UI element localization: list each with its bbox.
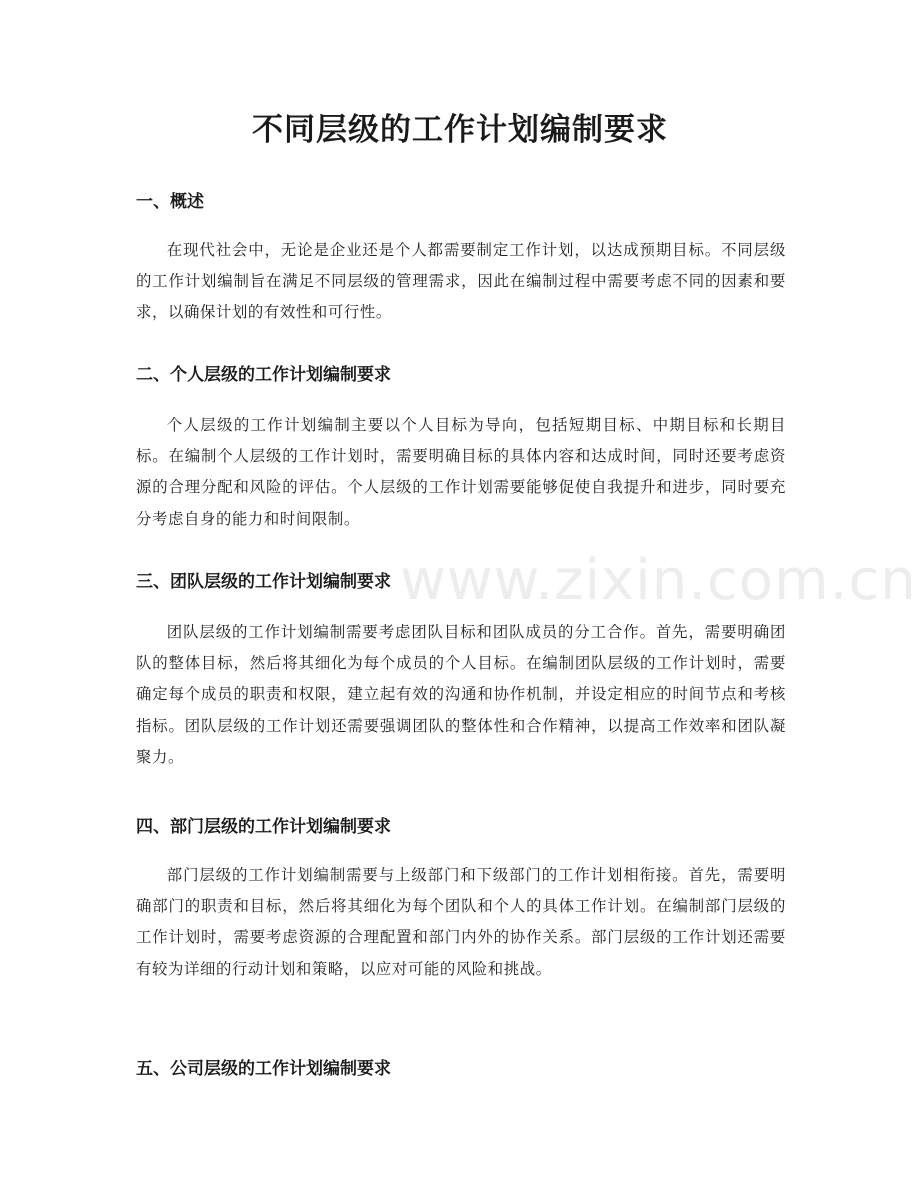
watermark: www.zixin.com.cn [400,548,917,613]
section-paragraph-individual: 个人层级的工作计划编制主要以个人目标为导向，包括短期目标、中期目标和长期目标。在编制个人层级的工作计划时，需要明确目标的具体内容和达成时间，同时还要考虑资源的合理分配和风险的评估。个人层级的工作计划需要能够促使自我提升和进步，同时要充分考虑自身的能力和时间限制。 [136,416,786,528]
section-heading-department: 四、部门层级的工作计划编制要求 [136,817,391,837]
section-heading-overview: 一、概述 [136,192,204,212]
section-heading-team: 三、团队层级的工作计划编制要求 [136,572,391,592]
section-heading-individual: 二、个人层级的工作计划编制要求 [136,365,391,385]
section-heading-company: 五、公司层级的工作计划编制要求 [136,1059,391,1079]
section-paragraph-department: 部门层级的工作计划编制需要与上级部门和下级部门的工作计划相衔接。首先，需要明确部门的职责和目标，然后将其细化为每个团队和个人的具体工作计划。在编制部门层级的工作计划时，需要考虑资源的合理配置和部门内外的协作关系。部门层级的工作计划还需要有较为详细的行动计划和策略，以应对可能的风险和挑战。 [136,866,786,978]
section-paragraph-overview: 在现代社会中，无论是企业还是个人都需要制定工作计划，以达成预期目标。不同层级的工作计划编制旨在满足不同层级的管理需求，因此在编制过程中需要考虑不同的因素和要求，以确保计划的有效性和可行性。 [136,241,786,322]
section-paragraph-team: 团队层级的工作计划编制需要考虑团队目标和团队成员的分工合作。首先，需要明确团队的整体目标，然后将其细化为每个成员的个人目标。在编制团队层级的工作计划时，需要确定每个成员的职责和权限，建立起有效的沟通和协作机制，并设定相应的时间节点和考核指标。团队层级的工作计划还需要强调团队的整体性和合作精神，以提高工作效率和团队凝聚力。 [136,623,786,766]
page-title: 不同层级的工作计划编制要求 [252,112,668,148]
